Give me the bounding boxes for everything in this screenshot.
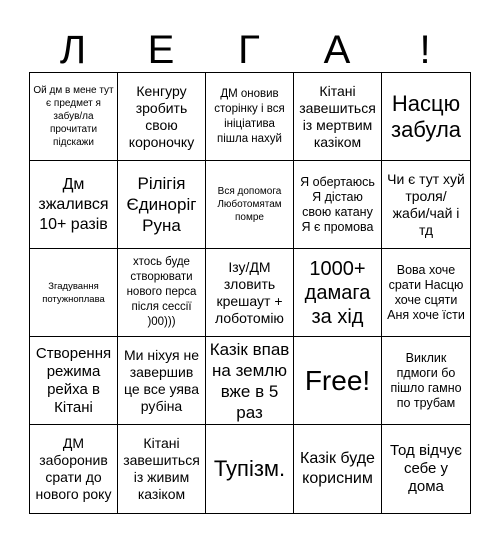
bingo-cell[interactable] bbox=[206, 337, 294, 425]
bingo-cell[interactable] bbox=[294, 249, 382, 337]
cell-text: Free! bbox=[304, 364, 371, 396]
bingo-cell[interactable] bbox=[206, 249, 294, 337]
bingo-cell[interactable] bbox=[30, 73, 118, 161]
cell-text: Кенгуру зробить свою короночку bbox=[128, 82, 195, 150]
cell-text: Кітані завешиться із живим казіком bbox=[123, 435, 200, 502]
bingo-cell[interactable] bbox=[118, 161, 206, 249]
bingo-cell[interactable] bbox=[382, 337, 470, 425]
bingo-cell[interactable] bbox=[382, 425, 470, 513]
bingo-cell[interactable] bbox=[206, 161, 294, 249]
cell-text: хтось буде створювати нового перса після сессії )00))) bbox=[126, 256, 197, 328]
cell-text: ДМ заборонив срати до нового року bbox=[35, 435, 112, 502]
cell-text: Вова хоче срати Насцю хоче сцяти Аня хоче їсти bbox=[387, 262, 465, 322]
bingo-cell[interactable] bbox=[294, 425, 382, 513]
cell-text: Казік буде корисним bbox=[300, 450, 375, 487]
title-letter: Г bbox=[238, 28, 260, 72]
cell-text: Ізу/ДМ зловить крешаут + лоботомію bbox=[215, 258, 284, 326]
cell-text: Ми ніхуя не завершив це все уява рубіна bbox=[123, 346, 200, 414]
cell-text: 1000+ дамага за хід bbox=[304, 257, 371, 328]
bingo-cell[interactable] bbox=[30, 161, 118, 249]
bingo-cell[interactable] bbox=[118, 73, 206, 161]
cell-text: Згадування потужноплава bbox=[42, 280, 105, 305]
cell-text: Вся допомога Люботомятам помре bbox=[217, 186, 282, 223]
cell-text: Чи є тут хуй троля/ жаби/чай і тд bbox=[387, 170, 465, 238]
bingo-cell[interactable] bbox=[382, 249, 470, 337]
bingo-board bbox=[29, 72, 471, 514]
cell-text: Створення режима рейха в Кітані bbox=[35, 344, 112, 416]
cell-text: Тупізм. bbox=[213, 456, 286, 481]
bingo-cell[interactable] bbox=[118, 337, 206, 425]
bingo-cell[interactable] bbox=[206, 73, 294, 161]
bingo-cell[interactable] bbox=[30, 425, 118, 513]
cell-text: Насцю забула bbox=[390, 90, 462, 142]
cell-text: Казік впав на землю вже в 5 раз bbox=[209, 339, 290, 422]
bingo-cell[interactable] bbox=[118, 425, 206, 513]
cell-text: ДМ оновив сторінку і вся ініціатива пішла нахуй bbox=[214, 87, 285, 145]
bingo-cell[interactable] bbox=[206, 425, 294, 513]
bingo-cell[interactable] bbox=[118, 249, 206, 337]
bingo-cell[interactable] bbox=[30, 337, 118, 425]
cell-text: Рілігія Єдиноріг Руна bbox=[126, 174, 197, 235]
cell-text: Я обертаюсь Я дістаю свою катану Я є промова bbox=[300, 174, 375, 234]
bingo-cell[interactable] bbox=[294, 73, 382, 161]
bingo-title bbox=[29, 20, 471, 80]
cell-text: Тод відчує себе у дома bbox=[390, 442, 462, 495]
title-letter: Л bbox=[59, 28, 87, 72]
cell-text: Ой дм в мене тут є предмет я забув/ла прочитати підскажи bbox=[33, 85, 114, 148]
free-cell[interactable] bbox=[294, 337, 382, 425]
title-letter: Е bbox=[147, 28, 175, 72]
title-letter: ! bbox=[419, 28, 431, 72]
bingo-cell[interactable] bbox=[382, 161, 470, 249]
title-letter: А bbox=[323, 28, 351, 72]
bingo-cell[interactable] bbox=[382, 73, 470, 161]
bingo-cell[interactable] bbox=[30, 249, 118, 337]
cell-text: Кітані завешиться із мертвим казіком bbox=[299, 82, 376, 150]
cell-text: Виклик пдмоги бо пішло гамно по трубам bbox=[390, 350, 462, 410]
cell-text: Дм зжалився 10+ разів bbox=[38, 175, 109, 233]
bingo-cell[interactable] bbox=[294, 161, 382, 249]
